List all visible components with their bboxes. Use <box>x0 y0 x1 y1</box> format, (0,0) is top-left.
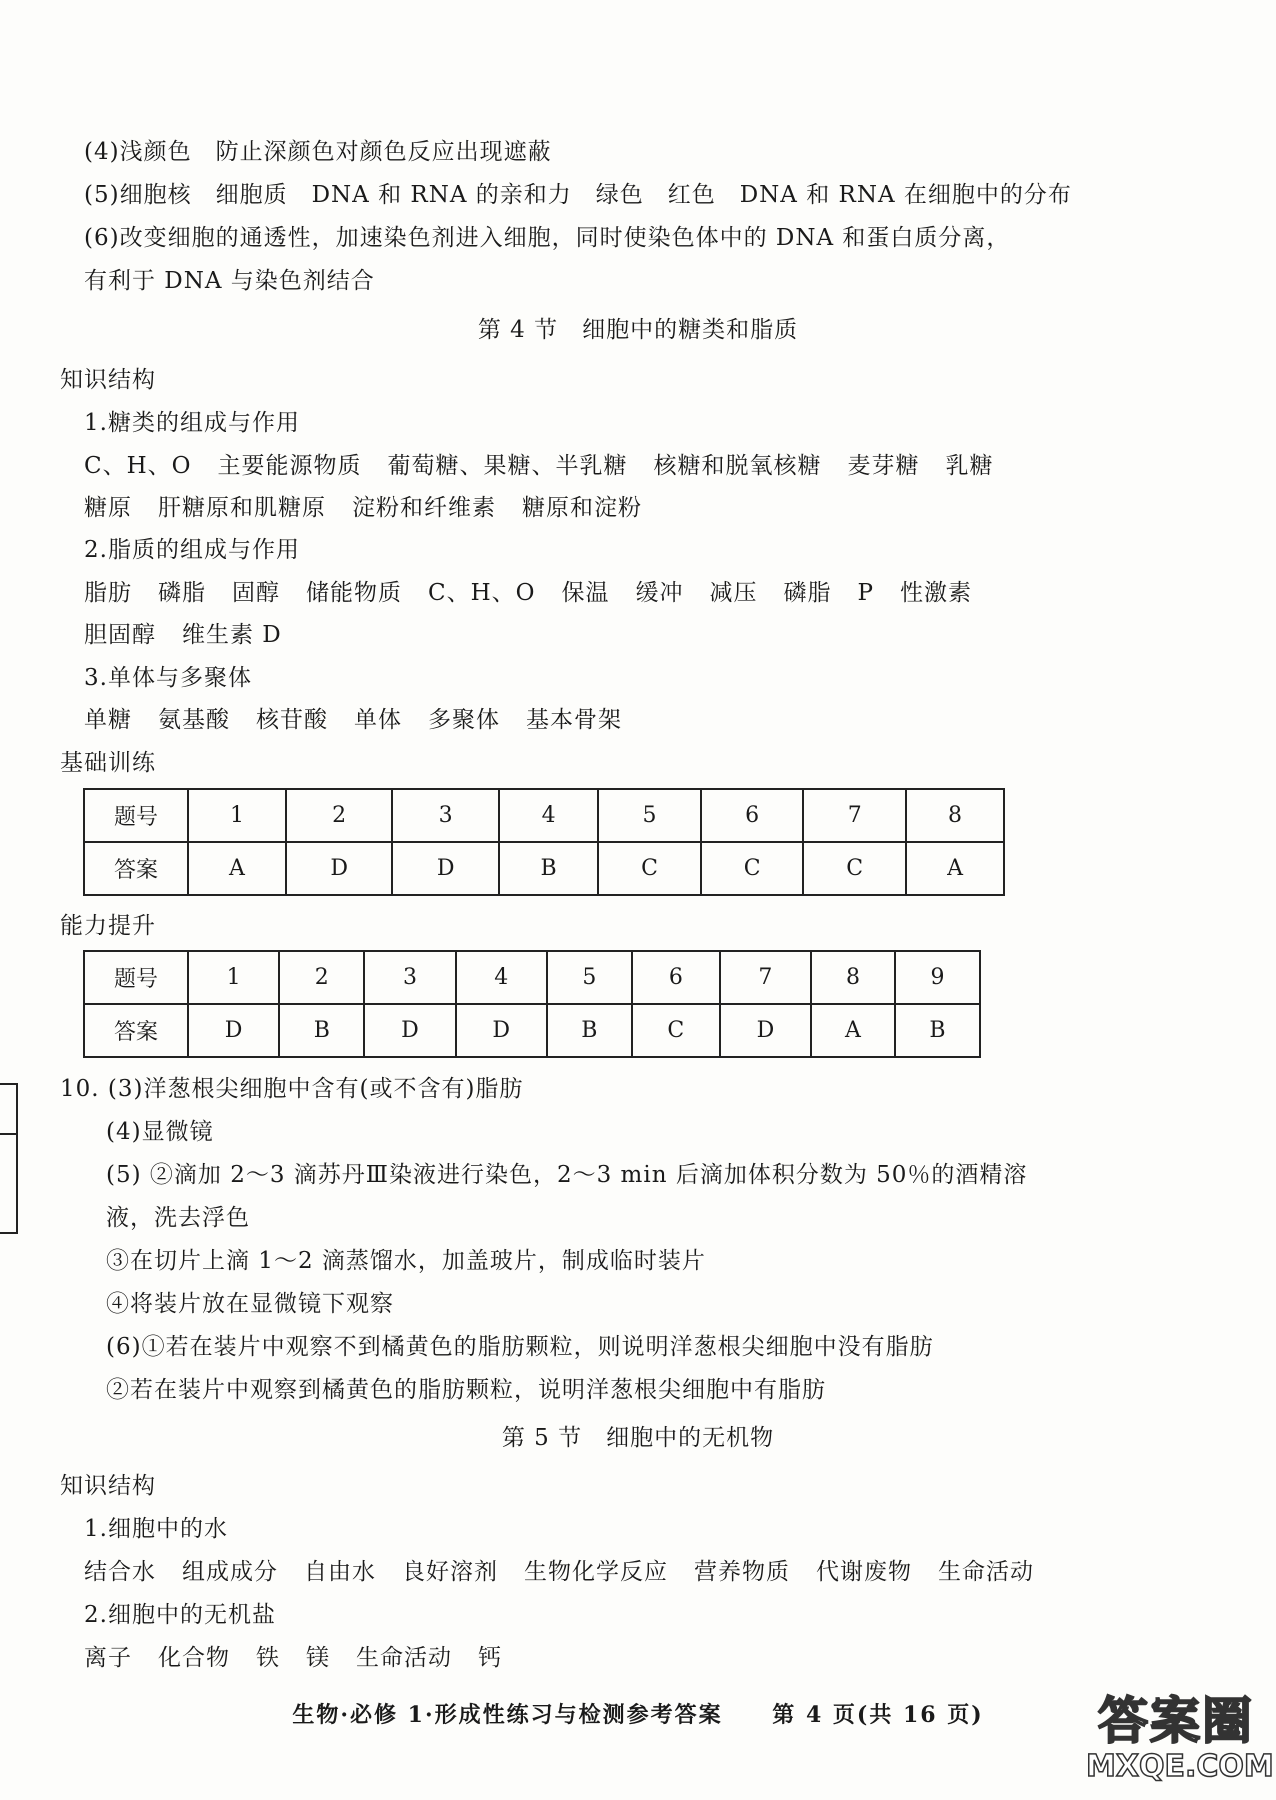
answer-term: 生命活动 <box>938 1559 1034 1585</box>
row-label: 题号 <box>84 951 188 1004</box>
answer-term: 缓冲 <box>635 580 684 606</box>
s4-sub3-line1 <box>84 701 648 734</box>
s4-basic-heading: 基础训练 <box>60 750 156 776</box>
q10-step-4: ④将装片放在显微镜下观察 <box>106 1291 394 1317</box>
answer-term: 淀粉和纤维素 <box>352 495 496 521</box>
answer-term: 维生素 D <box>182 622 282 648</box>
answer-term: 镁 <box>306 1645 330 1671</box>
s4-sub2-title: 2.脂质的组成与作用 <box>84 537 300 563</box>
question-number: 4 <box>456 951 547 1004</box>
s5-sub1-line1 <box>84 1553 1060 1586</box>
s4-sub3-title: 3.单体与多聚体 <box>84 665 252 691</box>
answer-term: 脂肪 <box>84 580 132 606</box>
answer-term: 结合水 <box>84 1559 156 1585</box>
table-row-numbers <box>84 789 1004 842</box>
answer-term: 单糖 <box>84 707 132 733</box>
answer-cell: B <box>895 1004 980 1057</box>
question-number: 8 <box>811 951 895 1004</box>
s4-sub2-line2 <box>84 616 308 649</box>
question-number: 1 <box>188 951 279 1004</box>
answer-term: 减压 <box>709 580 758 606</box>
s4-knowledge-heading: 知识结构 <box>60 367 156 393</box>
answer-term: 单体 <box>354 707 402 733</box>
footer-title: 生物·必修 1·形成性练习与检测参考答案 <box>292 1702 723 1728</box>
question-number: 1 <box>188 789 286 842</box>
answer-term: 葡萄糖、果糖、半乳糖 <box>387 453 628 479</box>
answer-term: 氨基酸 <box>158 707 230 733</box>
basic-training-table <box>83 788 1005 896</box>
page-footer <box>0 1698 1276 1729</box>
answer-term: 组成成分 <box>182 1559 278 1585</box>
question-number: 7 <box>803 789 906 842</box>
answer-term: 储能物质 <box>306 580 402 606</box>
answer-cell: C <box>803 842 906 895</box>
answer-term: 离子 <box>84 1645 132 1671</box>
answer-term: 基本骨架 <box>526 707 622 733</box>
answer-term: 糖原和淀粉 <box>522 495 642 521</box>
question-number: 2 <box>286 789 393 842</box>
answer-cell: B <box>547 1004 632 1057</box>
answer-cell: D <box>392 842 499 895</box>
footer-page-number: 第 4 页(共 16 页) <box>772 1702 984 1728</box>
answer-cell: A <box>811 1004 895 1057</box>
answer-term: C、H、O <box>84 453 192 479</box>
s4-sub1-line2 <box>84 489 668 522</box>
answer-term: 保温 <box>561 580 610 606</box>
s5-sub2-line1 <box>84 1639 528 1672</box>
answer-term: 生物化学反应 <box>524 1559 668 1585</box>
s5-knowledge-heading: 知识结构 <box>60 1473 156 1499</box>
answer-term: 糖原 <box>84 495 132 521</box>
answer-line-6-cont: 有利于 DNA 与染色剂结合 <box>84 268 375 294</box>
s4-sub1-title: 1.糖类的组成与作用 <box>84 410 300 436</box>
q10-line-6: (6)①若在装片中观察不到橘黄色的脂肪颗粒，则说明洋葱根尖细胞中没有脂肪 <box>106 1334 934 1360</box>
watermark-top-text: 答案圈 <box>1098 1692 1254 1750</box>
q10-line-5-cont: 液，洗去浮色 <box>106 1205 250 1231</box>
answer-line-5: (5)细胞核 细胞质 DNA 和 RNA 的亲和力 绿色 红色 DNA 和 RNA 在细胞中的分布 <box>84 182 1072 208</box>
s4-sub1-line1 <box>84 447 1020 480</box>
watermark-bottom-text: MXQE.COM <box>1086 1749 1274 1784</box>
answer-cell: C <box>598 842 701 895</box>
row-label: 答案 <box>84 1004 188 1057</box>
question-number: 7 <box>720 951 811 1004</box>
question-number: 6 <box>701 789 804 842</box>
answer-term: 磷脂 <box>783 580 832 606</box>
answer-cell: C <box>701 842 804 895</box>
s5-sub1-title: 1.细胞中的水 <box>84 1516 228 1542</box>
table-row-answers <box>84 842 1004 895</box>
answer-cell: B <box>499 842 598 895</box>
ability-table <box>83 950 981 1058</box>
answer-term: 核苷酸 <box>256 707 328 733</box>
answer-cell: D <box>364 1004 455 1057</box>
question-number: 9 <box>895 951 980 1004</box>
answer-term: 性激素 <box>900 580 972 606</box>
answer-cell: D <box>286 842 393 895</box>
question-number: 3 <box>364 951 455 1004</box>
question-number: 6 <box>632 951 720 1004</box>
table-row-numbers <box>84 951 980 1004</box>
answer-term: 磷脂 <box>158 580 206 606</box>
row-label: 答案 <box>84 842 188 895</box>
answer-term: 自由水 <box>304 1559 376 1585</box>
q10-line-3: 10. (3)洋葱根尖细胞中含有(或不含有)脂肪 <box>60 1076 524 1102</box>
answer-term: 乳糖 <box>945 453 994 479</box>
answer-term: 多聚体 <box>428 707 500 733</box>
answer-cell: D <box>188 1004 279 1057</box>
answer-line-6: (6)改变细胞的通透性，加速染色剂进入细胞，同时使染色体中的 DNA 和蛋白质分离， <box>84 225 1011 251</box>
answer-cell: D <box>456 1004 547 1057</box>
s4-sub2-line1 <box>84 574 998 607</box>
answer-term: 代谢废物 <box>816 1559 912 1585</box>
answer-term: 钙 <box>478 1645 502 1671</box>
answer-cell: A <box>906 842 1004 895</box>
s4-ability-heading: 能力提升 <box>60 913 156 939</box>
answer-term: 固醇 <box>232 580 280 606</box>
answer-term: 主要能源物质 <box>217 453 362 479</box>
question-number: 8 <box>906 789 1004 842</box>
q10-step-3: ③在切片上滴 1～2 滴蒸馏水，加盖玻片，制成临时装片 <box>106 1248 706 1274</box>
section-5-title: 第 5 节 细胞中的无机物 <box>501 1425 775 1451</box>
q10-line-6-cont: ②若在装片中观察到橘黄色的脂肪颗粒，说明洋葱根尖细胞中有脂肪 <box>106 1377 826 1403</box>
s5-sub2-title: 2.细胞中的无机盐 <box>84 1602 276 1628</box>
answer-term: P <box>857 580 874 606</box>
answer-term: 核糖和脱氧核糖 <box>653 453 822 479</box>
binding-margin-mark <box>0 1083 18 1234</box>
question-number: 3 <box>392 789 499 842</box>
question-number: 2 <box>279 951 364 1004</box>
table-row-answers <box>84 1004 980 1057</box>
answer-term: 营养物质 <box>694 1559 790 1585</box>
answer-term: 铁 <box>256 1645 280 1671</box>
section-4-title: 第 4 节 细胞中的糖类和脂质 <box>477 317 799 343</box>
answer-term: C、H、O <box>428 580 536 606</box>
q10-line-5: (5) ②滴加 2～3 滴苏丹Ⅲ染液进行染色，2～3 min 后滴加体积分数为 50％的酒精溶 <box>106 1162 1028 1188</box>
answer-term: 化合物 <box>158 1645 230 1671</box>
answer-term: 肝糖原和肌糖原 <box>158 495 326 521</box>
row-label: 题号 <box>84 789 188 842</box>
answer-term: 生命活动 <box>356 1645 452 1671</box>
answer-cell: C <box>632 1004 720 1057</box>
site-watermark-logo <box>1086 1692 1274 1792</box>
question-number: 4 <box>499 789 598 842</box>
answer-term: 良好溶剂 <box>402 1559 498 1585</box>
answer-cell: D <box>720 1004 811 1057</box>
answer-term: 麦芽糖 <box>847 453 920 479</box>
answer-line-4: (4)浅颜色 防止深颜色对颜色反应出现遮蔽 <box>84 139 552 165</box>
q10-line-4: (4)显微镜 <box>106 1119 214 1145</box>
answer-cell: A <box>188 842 286 895</box>
question-number: 5 <box>598 789 701 842</box>
answer-cell: B <box>279 1004 364 1057</box>
answer-term: 胆固醇 <box>84 622 156 648</box>
question-number: 5 <box>547 951 632 1004</box>
